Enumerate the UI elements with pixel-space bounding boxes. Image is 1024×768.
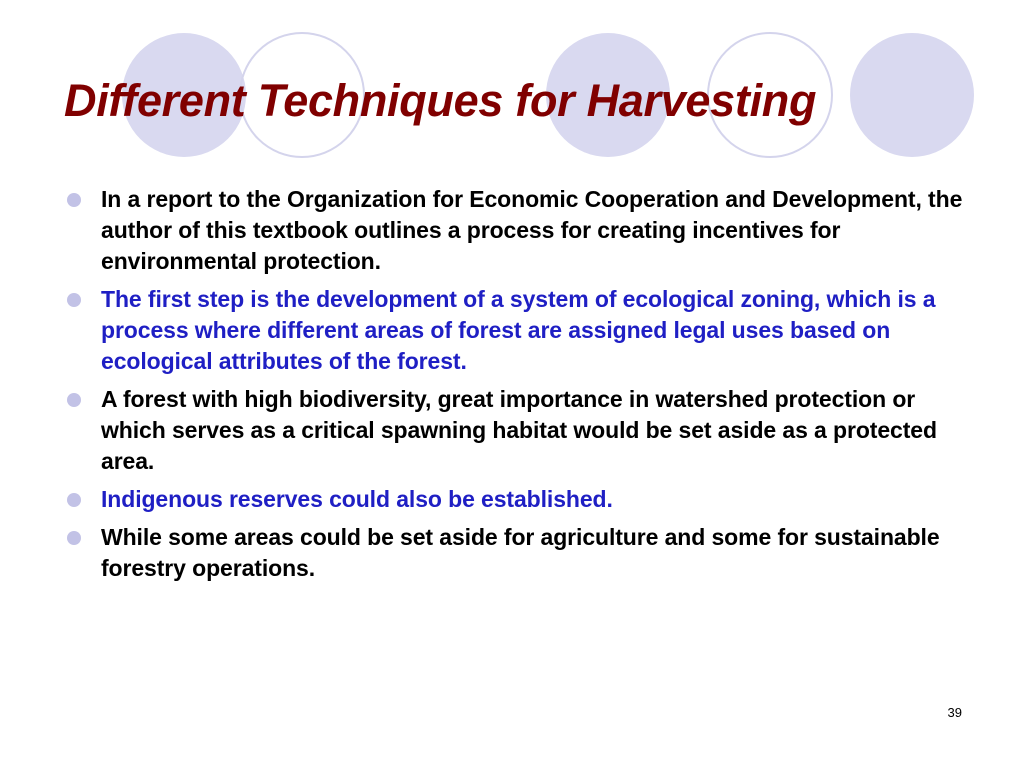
bullet-dot-icon bbox=[67, 531, 81, 545]
bullet-item bbox=[64, 184, 969, 277]
bullet-dot-icon bbox=[67, 193, 81, 207]
bullet-list bbox=[64, 184, 969, 591]
bullet-item bbox=[64, 384, 969, 477]
slide-title: Different Techniques for Harvesting bbox=[64, 75, 817, 126]
bullet-dot-icon bbox=[67, 493, 81, 507]
bullet-dot-icon bbox=[67, 293, 81, 307]
bullet-text: Indigenous reserves could also be established. bbox=[101, 486, 613, 512]
bullet-text: In a report to the Organization for Economic Cooperation and Development, the author of this textbook outlines a process for creating incentives for environmental protection. bbox=[101, 186, 963, 274]
bullet-text: A forest with high biodiversity, great importance in watershed protection or which serves as a critical spawning habitat would be set aside as a protected area. bbox=[101, 386, 937, 474]
circle-filled-3 bbox=[850, 33, 974, 157]
page-number: 39 bbox=[947, 705, 962, 720]
bullet-item bbox=[64, 522, 969, 584]
bullet-text: The first step is the development of a system of ecological zoning, which is a process where different areas of forest are assigned legal uses based on ecological attributes of the forest. bbox=[101, 286, 936, 374]
bullet-item bbox=[64, 284, 969, 377]
bullet-item bbox=[64, 484, 969, 515]
bullet-dot-icon bbox=[67, 393, 81, 407]
bullet-text: While some areas could be set aside for agriculture and some for sustainable forestry operations. bbox=[101, 524, 940, 581]
